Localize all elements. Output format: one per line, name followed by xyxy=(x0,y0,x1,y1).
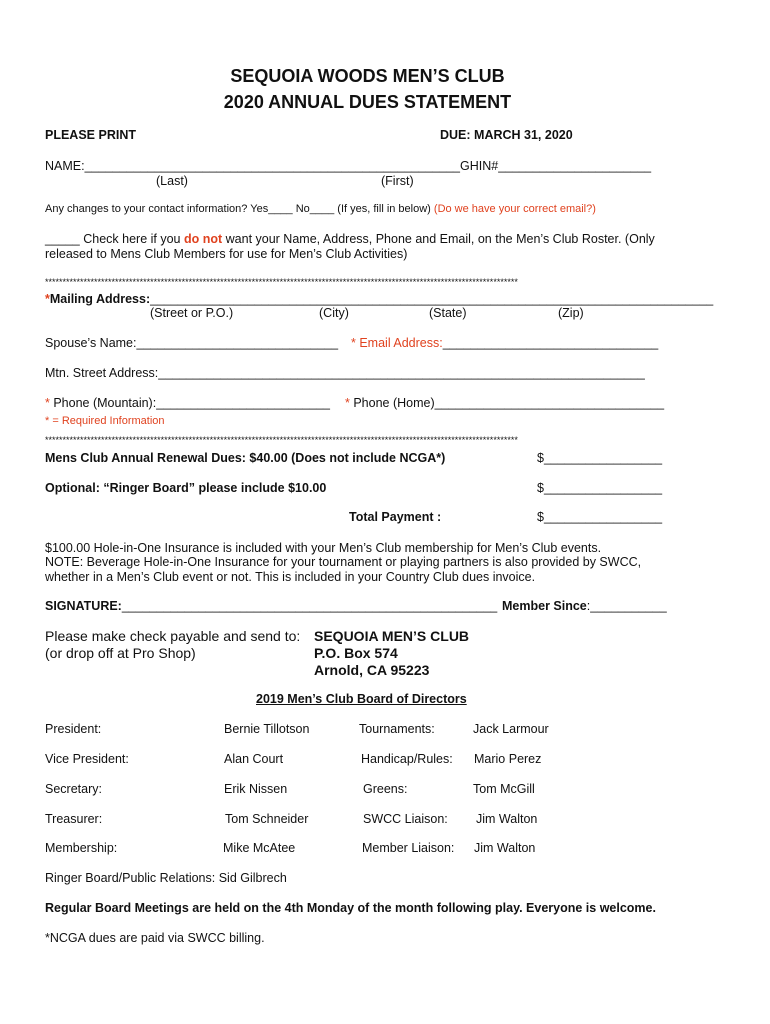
board-member: Bernie Tillotson xyxy=(224,722,310,736)
required-star: * xyxy=(45,292,50,306)
phone-mountain-text: Phone (Mountain): xyxy=(49,396,157,410)
pro-shop-note: (or drop off at Pro Shop) xyxy=(45,645,196,661)
board-role: Treasurer: xyxy=(45,812,103,826)
board-role: Membership: xyxy=(45,841,118,855)
signature-label: SIGNATURE: xyxy=(45,599,122,613)
signature-field[interactable] xyxy=(45,599,497,613)
please-print-label: PLEASE PRINT xyxy=(45,128,136,142)
board-role: Handicap/Rules: xyxy=(361,752,453,766)
insurance-line3: whether in a Men’s Club event or not. This is included in your Country Club dues invoice. xyxy=(45,570,536,584)
mailing-address-field[interactable] xyxy=(45,292,713,306)
renewal-dues-label: Mens Club Annual Renewal Dues: $40.00 (Does not include NCGA*) xyxy=(45,451,446,465)
insurance-line1: $100.00 Hole-in-One Insurance is included with your Men’s Club membership for Men’s Club events. xyxy=(45,541,602,555)
phone-home-field[interactable] xyxy=(345,396,664,410)
board-member: Tom McGill xyxy=(473,782,535,796)
contact-changes-question xyxy=(45,203,596,215)
phone-home-line: _________________________________ xyxy=(434,396,665,410)
mailing-address-label: Mailing Address: xyxy=(49,292,151,306)
spouse-name-field[interactable]: Spouse’s Name:_____________________________ xyxy=(45,336,339,350)
board-role: SWCC Liaison: xyxy=(363,812,448,826)
separator-stars-2: *************************************************************************************************************************************** xyxy=(45,435,518,445)
mtn-street-field[interactable]: Mtn. Street Address:______________________________________________________________________ xyxy=(45,366,645,380)
due-date: DUE: MARCH 31, 2020 xyxy=(440,128,573,142)
separator-stars: *************************************************************************************************************************************** xyxy=(45,277,518,287)
contact-changes-text: Any changes to your contact information? Yes____ No____ (If yes, fill in below) xyxy=(45,203,431,215)
payment-instruction: Please make check payable and send to: xyxy=(45,628,301,644)
required-info-note: * = Required Information xyxy=(45,415,165,427)
first-name-label: (First) xyxy=(381,174,414,188)
total-payment-label: Total Payment : xyxy=(349,510,442,524)
phone-mountain-line: _________________________ xyxy=(156,396,330,410)
member-since-label: Member Since xyxy=(502,599,587,613)
phone-home-star: * xyxy=(345,396,350,410)
board-member: Mario Perez xyxy=(474,752,542,766)
board-member: Erik Nissen xyxy=(224,782,288,796)
email-check-note: (Do we have your correct email?) xyxy=(433,203,596,215)
roster-optout-suffix: want your Name, Address, Phone and Email, on the Men’s Club Roster. (Only xyxy=(222,232,655,246)
board-title: 2019 Men’s Club Board of Directors xyxy=(256,692,467,706)
board-role: President: xyxy=(45,722,102,736)
phone-mountain-field[interactable] xyxy=(45,396,330,410)
city-label: (City) xyxy=(319,306,349,320)
board-member: Tom Schneider xyxy=(225,812,309,826)
email-address-field[interactable] xyxy=(351,336,658,350)
mailing-address-line: _________________________________________________________________________________ xyxy=(150,292,714,306)
meetings-note: Regular Board Meetings are held on the 4th Monday of the month following play. Everyone is welcome. xyxy=(45,901,656,915)
club-city: Arnold, CA 95223 xyxy=(314,662,430,678)
board-role: Greens: xyxy=(363,782,408,796)
board-role: Member Liaison: xyxy=(362,841,455,855)
roster-optout-line1[interactable] xyxy=(45,232,655,246)
member-since-field[interactable] xyxy=(502,599,667,613)
email-address-line: _______________________________ xyxy=(442,336,659,350)
board-member: Jim Walton xyxy=(474,841,536,855)
last-name-label: (Last) xyxy=(156,174,188,188)
ncga-note: *NCGA dues are paid via SWCC billing. xyxy=(45,931,265,945)
zip-label: (Zip) xyxy=(558,306,584,320)
state-label: (State) xyxy=(429,306,467,320)
total-payment-amount[interactable]: $_________________ xyxy=(537,510,663,524)
page-title: SEQUOIA WOODS MEN’S CLUB xyxy=(230,66,505,86)
phone-home-text: Phone (Home) xyxy=(349,396,435,410)
signature-line: ______________________________________________________ xyxy=(121,599,498,613)
board-role: Secretary: xyxy=(45,782,102,796)
board-role: Tournaments: xyxy=(359,722,435,736)
board-role: Vice President: xyxy=(45,752,129,766)
po-box: P.O. Box 574 xyxy=(314,645,398,661)
board-member: Jack Larmour xyxy=(473,722,549,736)
ringer-board-amount[interactable]: $_________________ xyxy=(537,481,663,495)
insurance-line2: NOTE: Beverage Hole-in-One Insurance for your tournament or playing partners is also provided by SWCC, xyxy=(45,555,642,569)
roster-optout-prefix: _____ Check here if you xyxy=(45,232,184,246)
name-ghin-field[interactable]: NAME:______________________________________________________GHIN#______________________ xyxy=(45,159,652,173)
ringer-board-label: Optional: “Ringer Board” please include $10.00 xyxy=(45,481,327,495)
street-label: (Street or P.O.) xyxy=(150,306,234,320)
ringer-pr-line: Ringer Board/Public Relations: Sid Gilbrech xyxy=(45,871,287,885)
board-member: Jim Walton xyxy=(476,812,538,826)
email-address-label: * Email Address: xyxy=(351,336,443,350)
do-not-emphasis: do not xyxy=(183,232,223,246)
board-member: Mike McAtee xyxy=(223,841,296,855)
page-subtitle: 2020 ANNUAL DUES STATEMENT xyxy=(223,92,512,112)
board-member: Alan Court xyxy=(224,752,284,766)
club-name: SEQUOIA MEN’S CLUB xyxy=(314,628,470,644)
phone-mountain-star: * xyxy=(45,396,50,410)
renewal-dues-amount[interactable]: $_________________ xyxy=(537,451,663,465)
roster-optout-line2: released to Mens Club Members for use for Men’s Club Activities) xyxy=(45,247,408,261)
member-since-line: :___________ xyxy=(586,599,667,613)
